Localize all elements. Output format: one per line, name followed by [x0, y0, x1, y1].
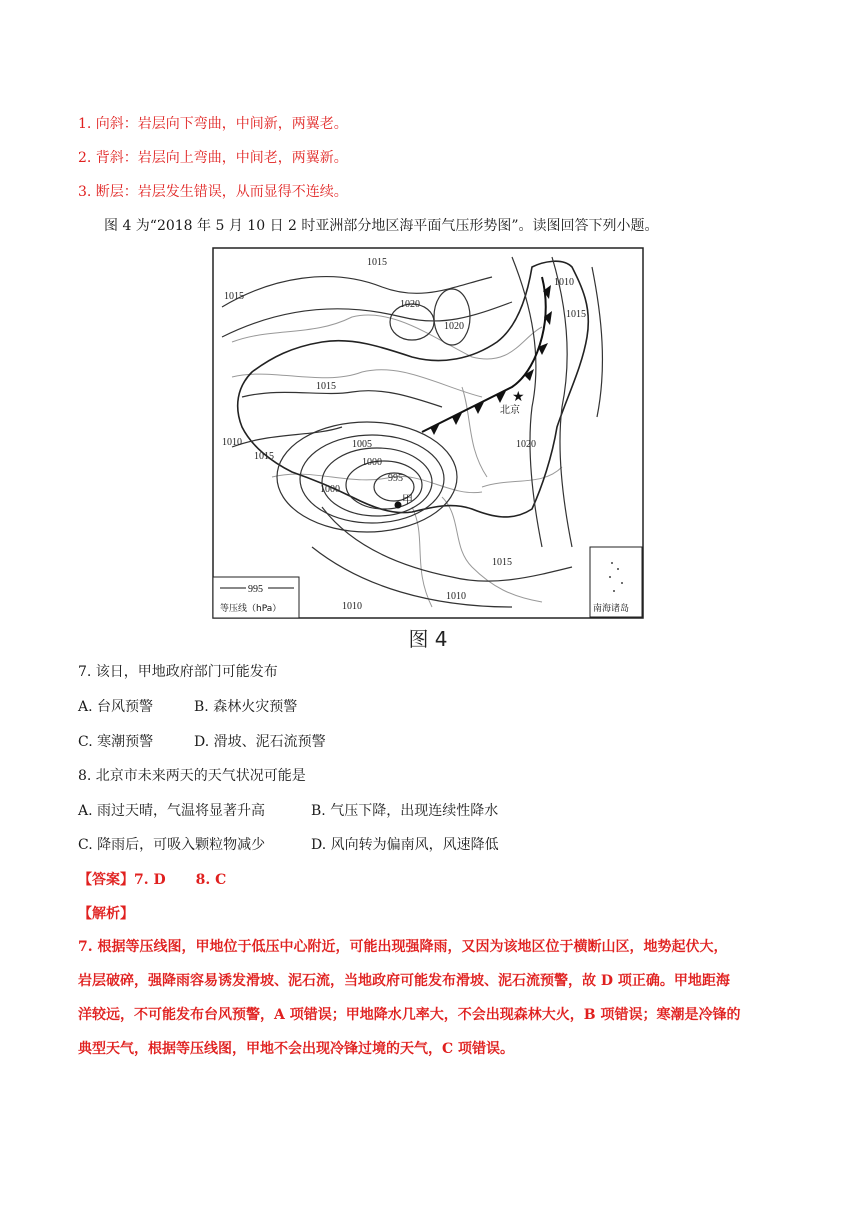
analysis-line: 洋较远，不可能发布台风预警，A 项错误；甲地降水几率大，不会出现森林大火，B 项错误；寒潮是冷锋的 [78, 1007, 741, 1023]
analysis-paragraph [78, 930, 784, 1066]
q7-option-b: B. 森林火灾预警 [194, 699, 298, 715]
isobar-label: 1020 [400, 299, 420, 310]
star-icon: ★ [512, 389, 525, 405]
legend-text: 等压线（hPa） [220, 604, 282, 614]
pressure-map-figure [212, 247, 644, 651]
question-intro: 图 4 为“2018 年 5 月 10 日 2 时亚洲部分地区海平面气压形势图”。读图回答下列小题。 [104, 218, 659, 234]
q8-option-c: C. 降雨后，可吸入颗粒物减少 [78, 837, 266, 853]
isobar-label: 1015 [492, 557, 512, 568]
q7-option-d: D. 滑坡、泥石流预警 [194, 734, 326, 750]
q7-option-a: A. 台风预警 [78, 699, 154, 715]
inset-label: 南海诸岛 [593, 604, 630, 614]
note-syncline: 1. 向斜：岩层向下弯曲，中间新，两翼老。 [78, 116, 348, 132]
analysis-line: 典型天气，根据等压线图，甲地不会出现冷锋过境的天气，C 项错误。 [78, 1041, 515, 1057]
isobar-label: 1020 [444, 321, 464, 332]
isobar-label: 995 [388, 473, 403, 484]
isobar-label: 1000 [320, 484, 340, 495]
isobar-label: 1020 [516, 439, 536, 450]
q8-option-d: D. 风向转为偏南风，风速降低 [311, 837, 499, 853]
isobar-label: 1010 [554, 277, 574, 288]
isobar-label: 1010 [342, 601, 362, 612]
answer-7: 7. D [134, 872, 166, 888]
analysis-line: 7. 根据等压线图，甲地位于低压中心附近，可能出现强降雨，又因为该地区位于横断山区，地势起伏大， [78, 939, 728, 955]
q8-stem: 8. 北京市未来两天的天气状况可能是 [78, 768, 306, 784]
jia-label: 甲 [402, 493, 413, 506]
pressure-map [212, 247, 644, 619]
answer-label: 【答案】 [78, 872, 134, 888]
isobar-label: 1000 [362, 457, 382, 468]
isobar-label: 1015 [254, 451, 274, 462]
isobar-label: 1015 [316, 381, 336, 392]
isobar-label: 1015 [566, 309, 586, 320]
note-fault: 3. 断层：岩层发生错误，从而显得不连续。 [78, 184, 348, 200]
analysis-label: 【解析】 [78, 906, 134, 922]
jia-point [395, 502, 402, 509]
beijing-label: 北京 [500, 405, 520, 416]
legend-value: 995 [248, 584, 263, 595]
isobar-label: 1010 [222, 437, 242, 448]
answer-8: 8. C [195, 872, 227, 888]
isobar-label: 1015 [367, 257, 387, 268]
isobar-label: 1010 [446, 591, 466, 602]
note-anticline: 2. 背斜：岩层向上弯曲，中间老，两翼新。 [78, 150, 348, 166]
q8-option-b: B. 气压下降，出现连续性降水 [311, 803, 499, 819]
isobar-label: 1015 [224, 291, 244, 302]
isobar-label: 1005 [352, 439, 372, 450]
q7-stem: 7. 该日，甲地政府部门可能发布 [78, 664, 278, 680]
q8-option-a: A. 雨过天晴，气温将显著升高 [78, 803, 266, 819]
figure-caption: 图 4 [408, 627, 448, 651]
q7-option-c: C. 寒潮预警 [78, 734, 154, 750]
analysis-line: 岩层破碎，强降雨容易诱发滑坡、泥石流，当地政府可能发布滑坡、泥石流预警，故 D 项正确。甲地距海 [78, 973, 730, 989]
answer-line [78, 869, 226, 889]
